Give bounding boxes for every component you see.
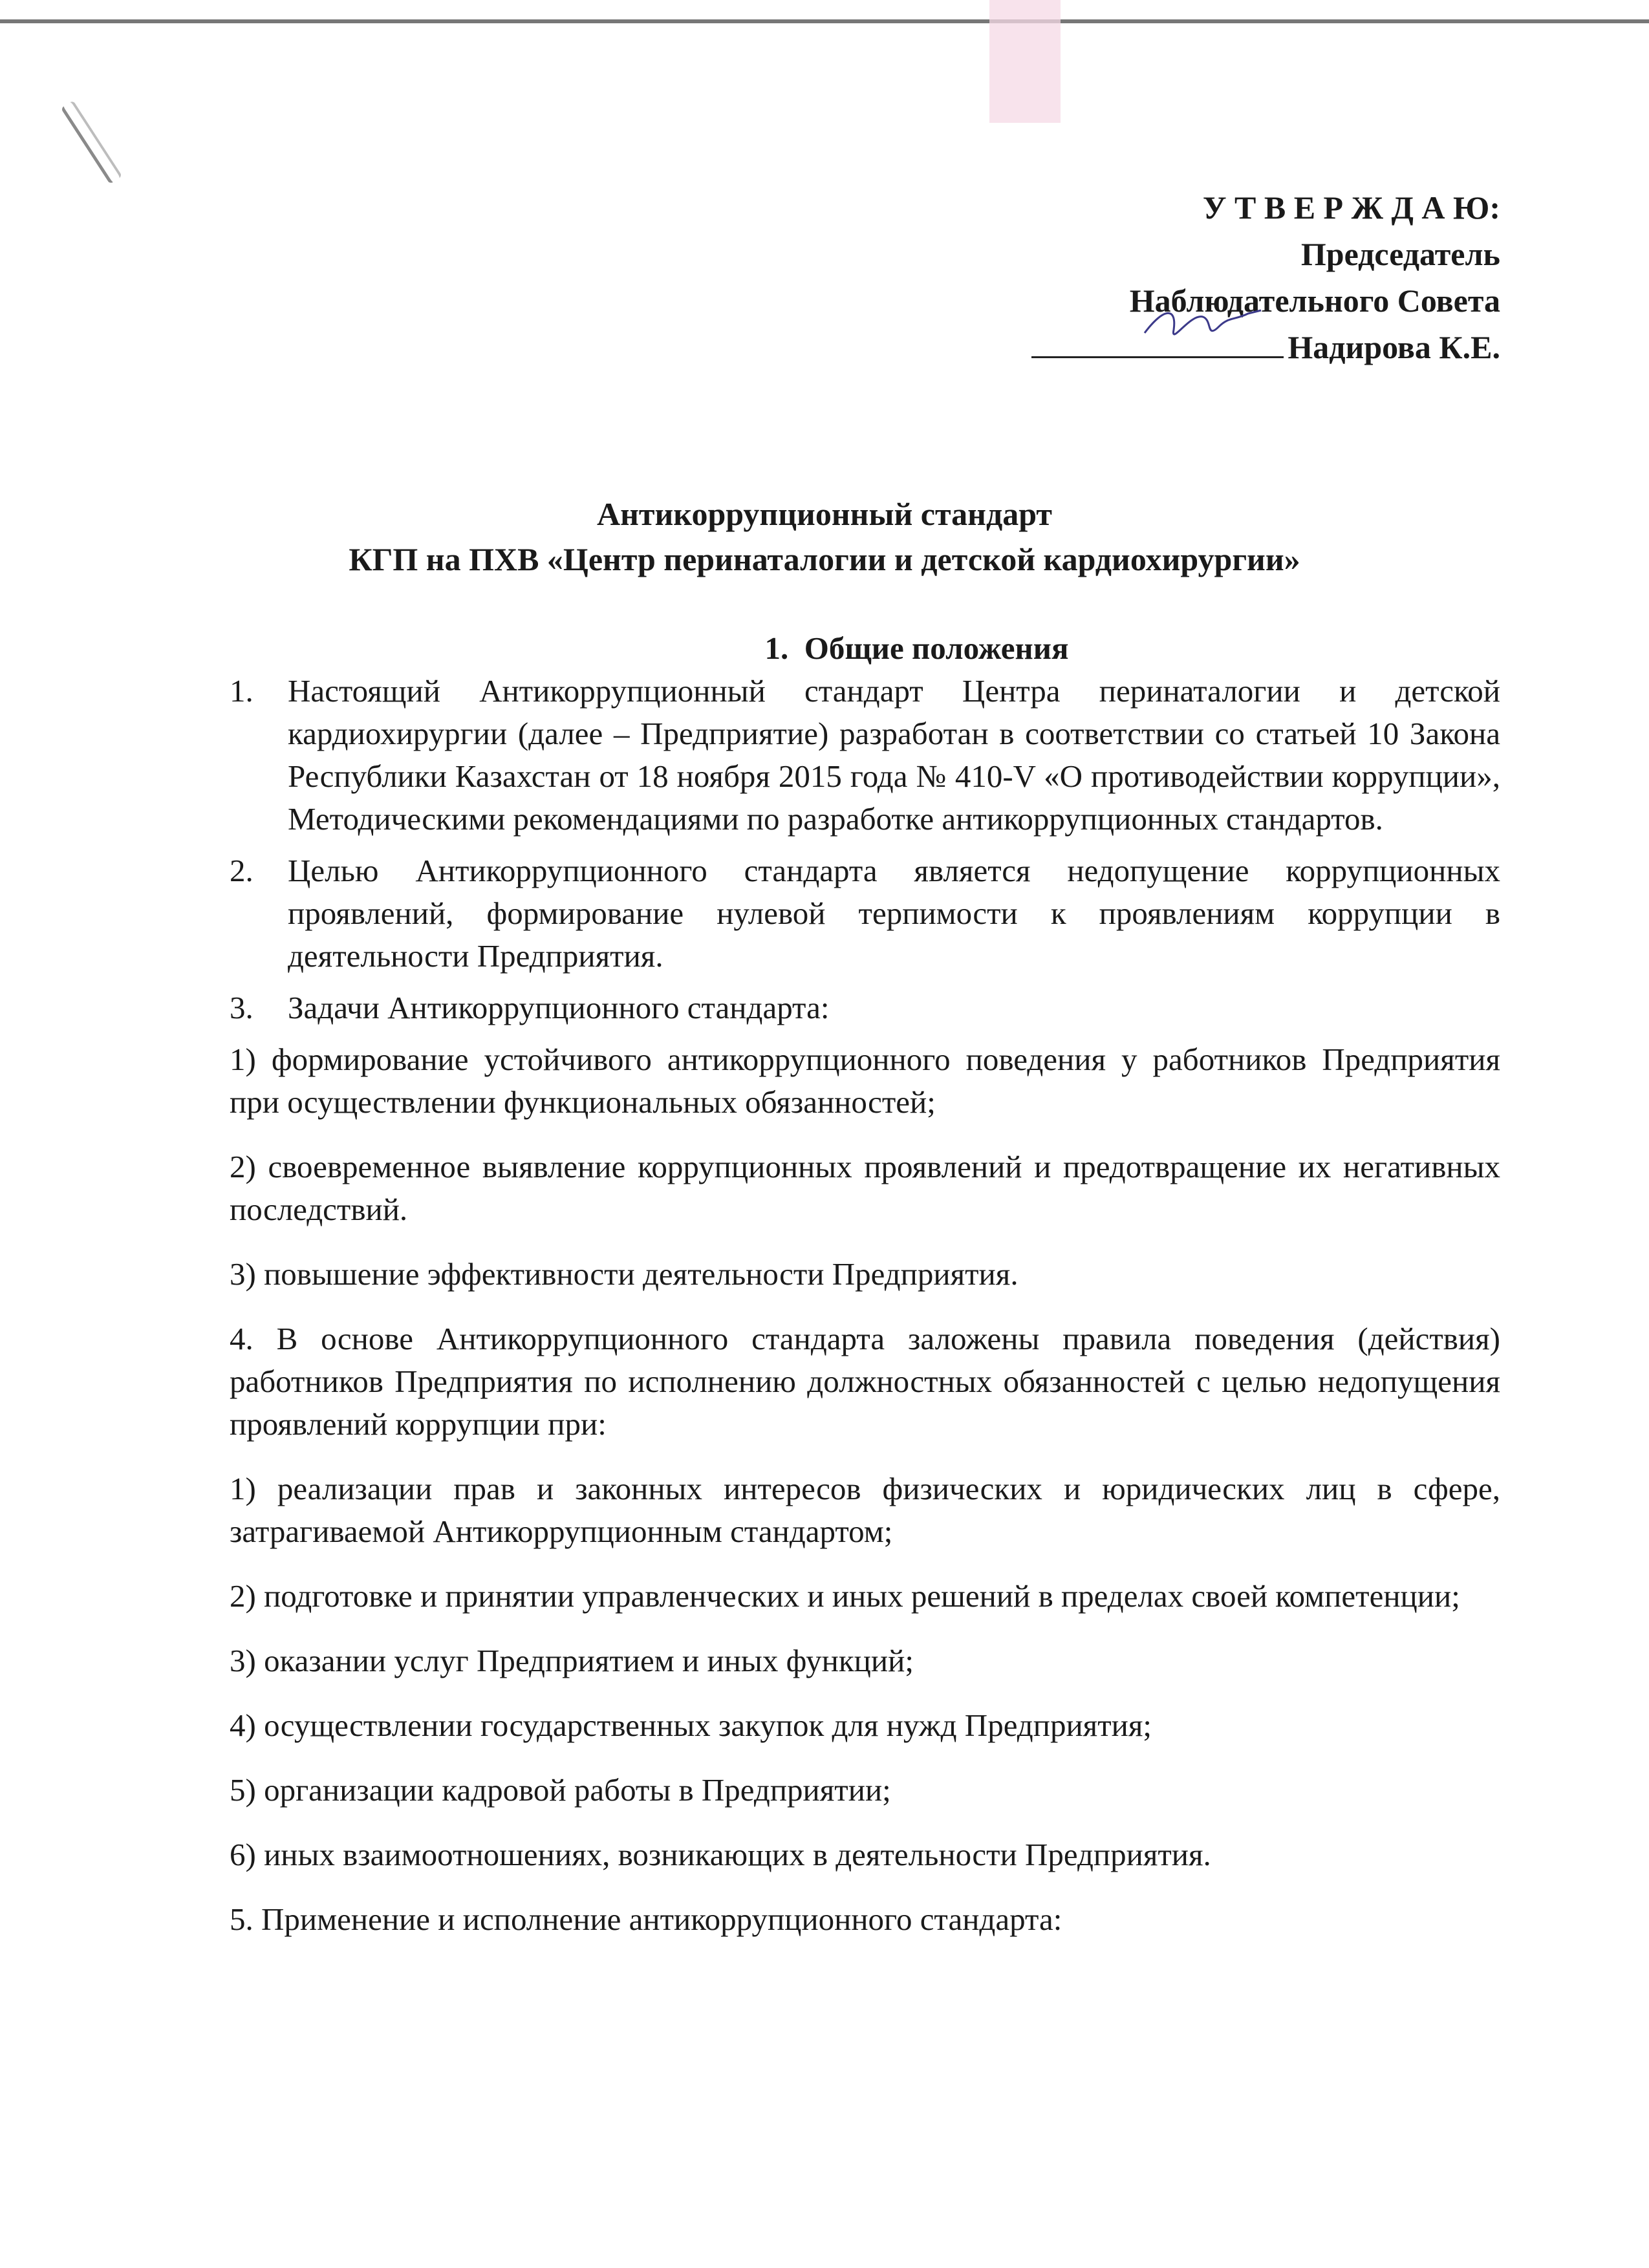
paragraph: 1) реализации прав и законных интересов физических и юридических лиц в сфере, затрагиваемой Антикоррупционным стандартом; xyxy=(230,1471,1500,1549)
list-item-text: Настоящий Антикоррупционный стандарт Центра перинаталогии и детской кардиохирургии (далее – Предприятие) разработан в соответствии со статьей 10 Закона Республики Казахстан от 18 ноября 2015 года № 410-V «О противодействии коррупции», Методическими рекомендациями по разработке антикоррупционных стандартов. xyxy=(288,673,1500,837)
approval-position-line1: Председатель xyxy=(1300,236,1500,272)
document-body xyxy=(230,627,1500,1963)
list-item-number: 2. xyxy=(230,853,253,888)
section-number: 1. xyxy=(764,630,789,666)
paragraph: 1) формирование устойчивого антикоррупционного поведения у работников Предприятия при осуществлении функциональных обязанностей; xyxy=(230,1042,1500,1120)
list-item-number: 1. xyxy=(230,673,253,709)
approval-heading: У Т В Е Р Ж Д А Ю: xyxy=(1202,189,1500,226)
section-title: Общие положения xyxy=(804,630,1069,666)
list-item-text: Задачи Антикоррупционного стандарта: xyxy=(288,990,830,1025)
paragraph: 5) организации кадровой работы в Предприятии; xyxy=(230,1772,891,1808)
sticky-note-mark xyxy=(989,0,1061,123)
paragraph: 4. В основе Антикоррупционного стандарта заложены правила поведения (действия) работников Предприятия по исполнению должностных обязанностей с целью недопущения проявлений коррупции при: xyxy=(230,1321,1500,1442)
list-item xyxy=(230,850,1500,978)
staple-mark xyxy=(61,100,123,184)
paragraph: 5. Применение и исполнение антикоррупционного стандарта: xyxy=(230,1901,1062,1937)
paragraph: 4) осуществлении государственных закупок для нужд Предприятия; xyxy=(230,1707,1152,1743)
paragraph: 2) подготовке и принятии управленческих и иных решений в пределах своей компетенции; xyxy=(230,1578,1460,1614)
approver-name: Надирова К.Е. xyxy=(1288,329,1500,365)
title-line1: Антикоррупционный стандарт xyxy=(597,496,1052,532)
handwritten-signature xyxy=(1138,294,1267,352)
document-title xyxy=(0,491,1649,582)
title-line2: КГП на ПХВ «Центр перинаталогии и детской кардиохирургии» xyxy=(349,541,1300,577)
list-item xyxy=(230,670,1500,840)
list-item-number: 3. xyxy=(230,990,253,1025)
list-item xyxy=(230,987,1500,1029)
section-heading xyxy=(333,627,1500,670)
paragraph: 3) повышение эффективности деятельности Предприятия. xyxy=(230,1256,1018,1292)
paragraph: 2) своевременное выявление коррупционных проявлений и предотвращение их негативных последствий. xyxy=(230,1149,1500,1227)
scan-top-edge-line xyxy=(0,19,1649,23)
approval-position-line2: Наблюдательного Совета xyxy=(1129,283,1500,319)
list-item-text: Целью Антикоррупционного стандарта является недопущение коррупционных проявлений, формирование нулевой терпимости к проявлениям коррупции в деятельности Предприятия. xyxy=(288,853,1500,974)
paragraph: 3) оказании услуг Предприятием и иных функций; xyxy=(230,1643,914,1678)
general-provisions-list xyxy=(230,670,1500,1029)
paragraph: 6) иных взаимоотношениях, возникающих в деятельности Предприятия. xyxy=(230,1837,1211,1872)
